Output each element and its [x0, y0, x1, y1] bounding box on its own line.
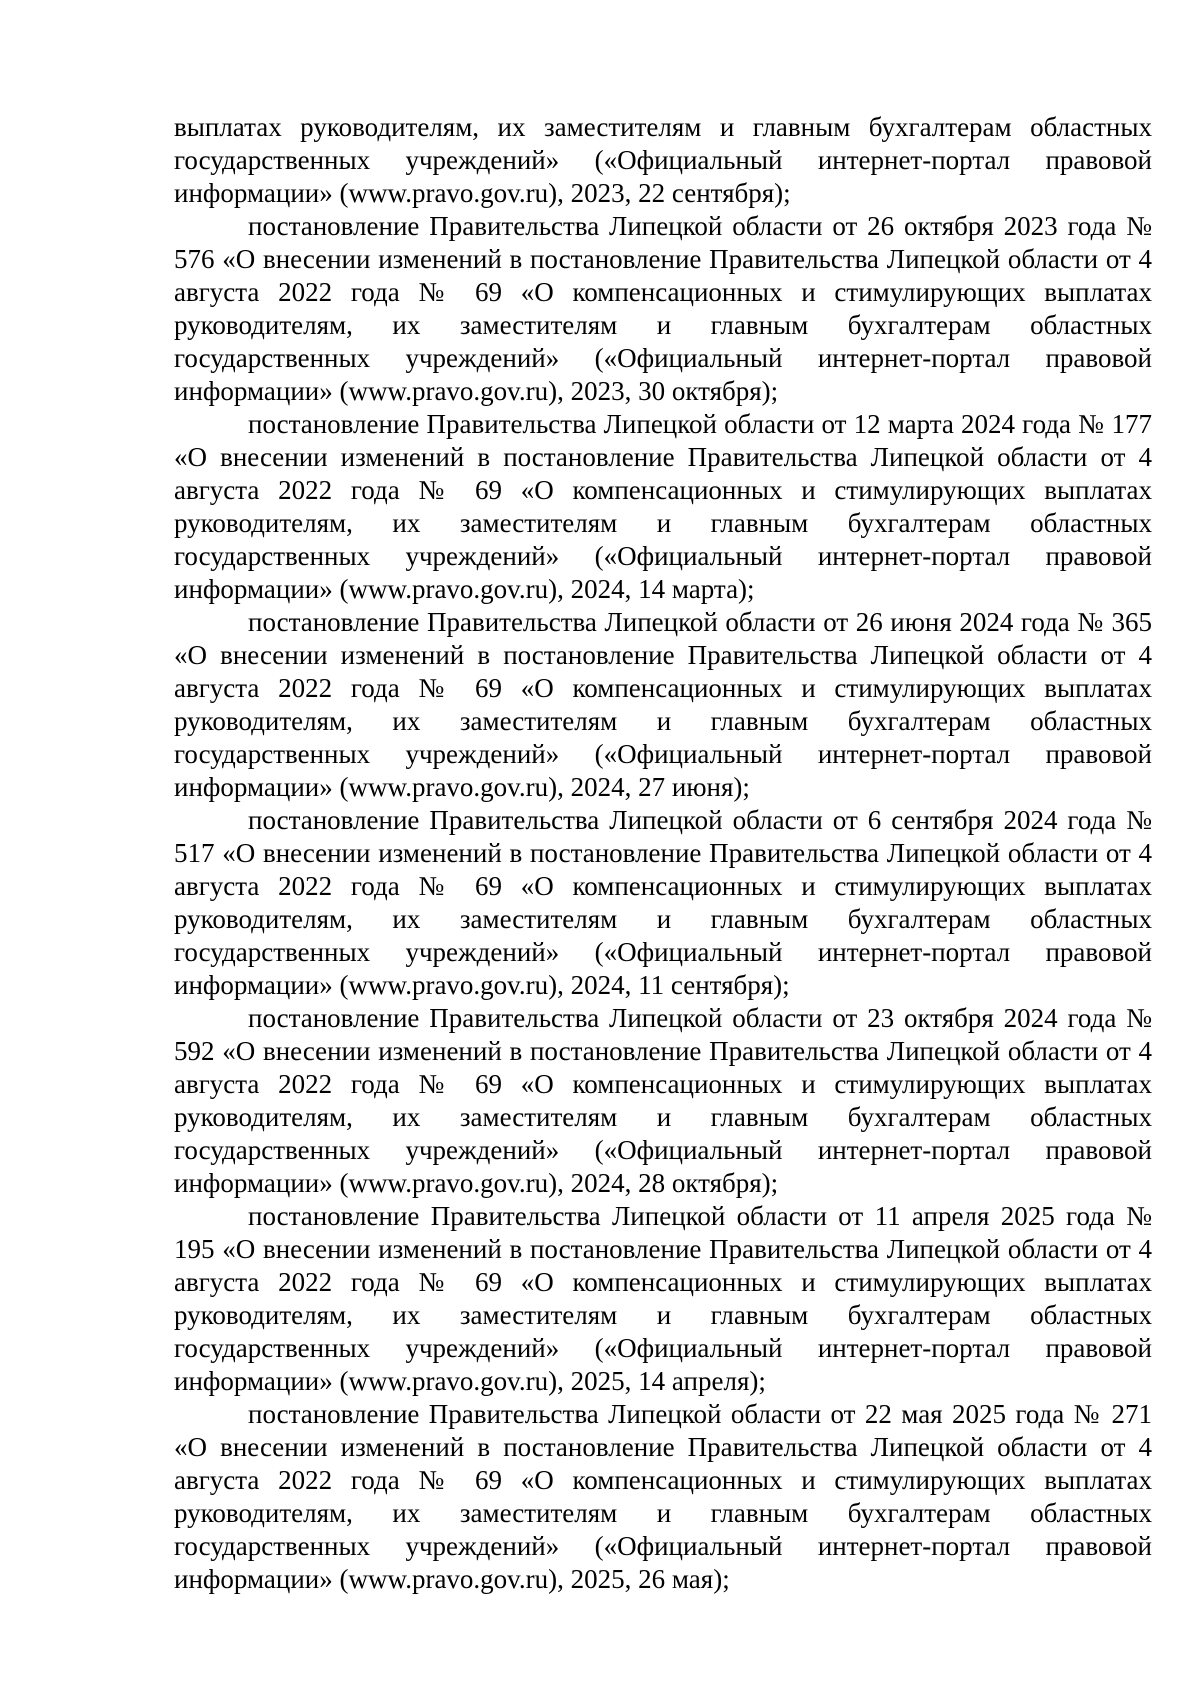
list-item: постановление Правительства Липецкой области от 12 марта 2024 года № 177 «О внесении изменений в постановление Правительства Липецкой области от 4 августа 2022 года № 69 «О компенсационных и стимулирующих выплатах руководителям, их заместителям и главным бухгалтерам областных государственных учреждений» («Официальный интернет-портал правовой информации» (www.pravo.gov.ru), 2024, 14 марта); — [174, 409, 1152, 604]
list-item: постановление Правительства Липецкой области от 26 октября 2023 года № 576 «О внесении изменений в постановление Правительства Липецкой области от 4 августа 2022 года № 69 «О компенсационных и стимулирующих выплатах руководителям, их заместителям и главным бухгалтерам областных государственных учреждений» («Официальный интернет-портал правовой информации» (www.pravo.gov.ru), 2023, 30 октября); — [174, 211, 1152, 406]
continuation-paragraph: выплатах руководителям, их заместителям и главным бухгалтерам областных государственных учреждений» («Официальный интернет-портал правовой информации» (www.pravo.gov.ru), 2023, 22 сентября); — [174, 112, 1152, 208]
list-item: постановление Правительства Липецкой области от 22 мая 2025 года № 271 «О внесении изменений в постановление Правительства Липецкой области от 4 августа 2022 года № 69 «О компенсационных и стимулирующих выплатах руководителям, их заместителям и главным бухгалтерам областных государственных учреждений» («Официальный интернет-портал правовой информации» (www.pravo.gov.ru), 2025, 26 мая); — [174, 1399, 1152, 1594]
list-item: постановление Правительства Липецкой области от 23 октября 2024 года № 592 «О внесении изменений в постановление Правительства Липецкой области от 4 августа 2022 года № 69 «О компенсационных и стимулирующих выплатах руководителям, их заместителям и главным бухгалтерам областных государственных учреждений» («Официальный интернет-портал правовой информации» (www.pravo.gov.ru), 2024, 28 октября); — [174, 1003, 1152, 1198]
document-body — [174, 111, 1152, 1596]
list-item: постановление Правительства Липецкой области от 26 июня 2024 года № 365 «О внесении изменений в постановление Правительства Липецкой области от 4 августа 2022 года № 69 «О компенсационных и стимулирующих выплатах руководителям, их заместителям и главным бухгалтерам областных государственных учреждений» («Официальный интернет-портал правовой информации» (www.pravo.gov.ru), 2024, 27 июня); — [174, 607, 1152, 802]
list-item: постановление Правительства Липецкой области от 6 сентября 2024 года № 517 «О внесении изменений в постановление Правительства Липецкой области от 4 августа 2022 года № 69 «О компенсационных и стимулирующих выплатах руководителям, их заместителям и главным бухгалтерам областных государственных учреждений» («Официальный интернет-портал правовой информации» (www.pravo.gov.ru), 2024, 11 сентября); — [174, 805, 1152, 1000]
list-item: постановление Правительства Липецкой области от 11 апреля 2025 года № 195 «О внесении изменений в постановление Правительства Липецкой области от 4 августа 2022 года № 69 «О компенсационных и стимулирующих выплатах руководителям, их заместителям и главным бухгалтерам областных государственных учреждений» («Официальный интернет-портал правовой информации» (www.pravo.gov.ru), 2025, 14 апреля); — [174, 1201, 1152, 1396]
